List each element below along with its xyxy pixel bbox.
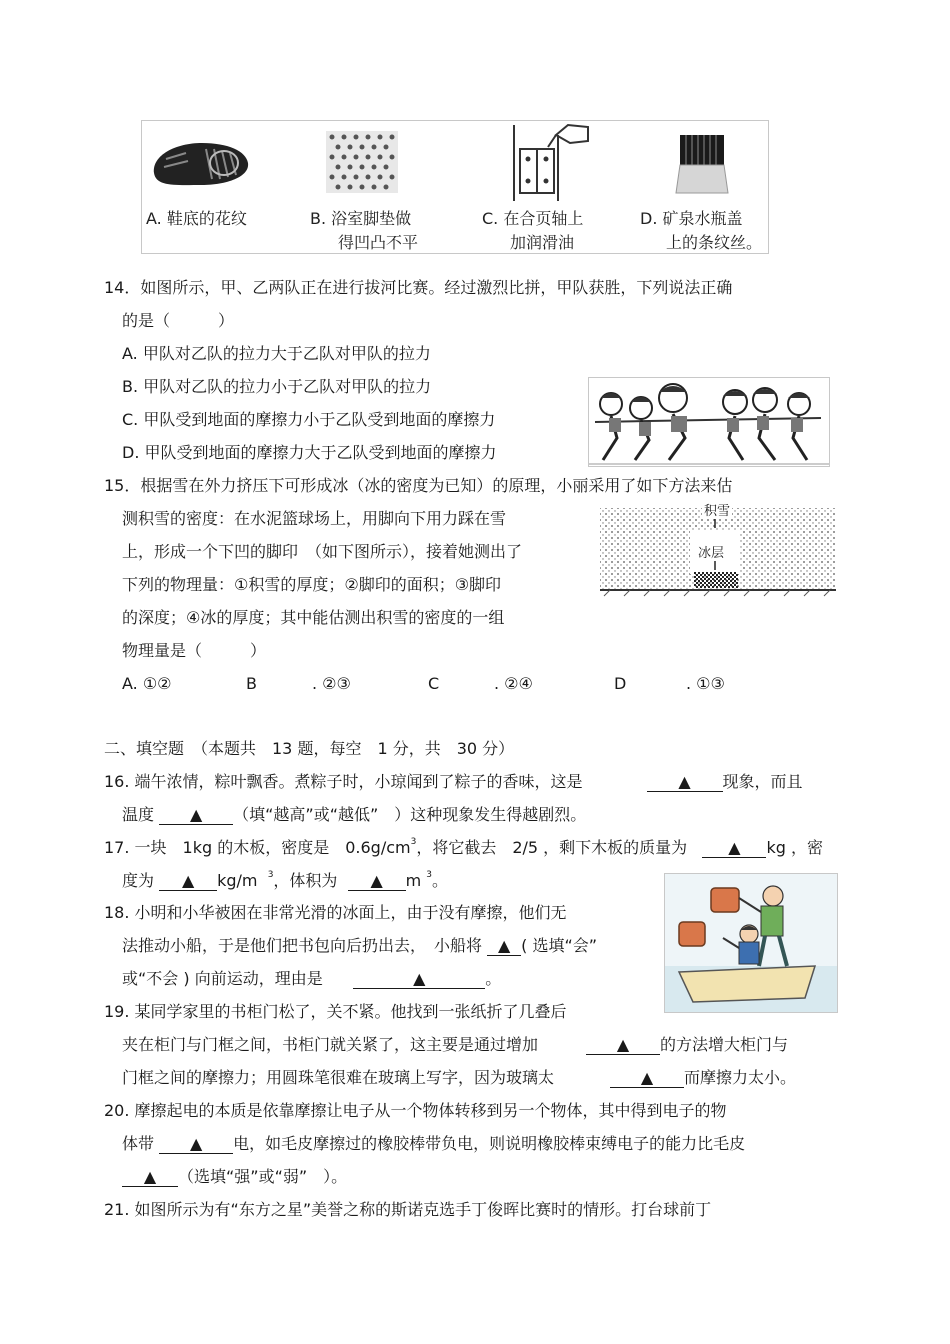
caption-d-line2: 上的条纹丝。 <box>666 233 763 252</box>
q15-line4: 下列的物理量：①积雪的厚度；②脚印的面积；③脚印 <box>122 575 502 594</box>
q14-line1: 14．如图所示，甲、乙两队正在进行拔河比赛。经过激烈比拼，甲队获胜，下列说法正确 <box>104 278 733 297</box>
caption-c-line2: 加润滑油 <box>510 233 575 252</box>
q17-blank1[interactable]: ▲ <box>702 839 766 858</box>
caption-b-line2: 得凹凸不平 <box>338 233 419 252</box>
q18-line1: 18. 小明和小华被困在非常光滑的冰面上，由于没有摩擦，他们无 <box>104 903 567 922</box>
q15-option-c: . ②④ <box>494 674 533 693</box>
q20-line3: ▲ （选填“强”或“弱” ）。 <box>122 1167 347 1187</box>
q16-line1: 16. 端午浓情，粽叶飘香。煮粽子时，小琼闻到了粽子的香味，这是 ▲ 现象，而且 <box>104 772 803 791</box>
q15-line3: 上，形成一个下凹的脚印 （如下图所示），接着她测出了 <box>122 542 523 561</box>
q19-line1: 19. 某同学家里的书柜门松了，关不紧。他找到一张纸折了几叠后 <box>104 1002 567 1021</box>
q16-blank2[interactable]: ▲ <box>159 806 233 825</box>
q18-blank2[interactable]: ▲ <box>353 970 485 989</box>
q20-line2: 体带 ▲ 电，如毛皮摩擦过的橡胶棒带负电，则说明橡胶棒束缚电子的能力比毛皮 <box>122 1134 746 1153</box>
q17-line2: 度为 ▲ kg/m $^3$，体积为 ▲ m $^3$。 <box>122 870 449 890</box>
q19-line2: 夹在柜门与门框之间，书柜门就关紧了，这主要是通过增加 ▲ 的方法增大柜门与 <box>122 1035 789 1054</box>
q14-option-c: C. 甲队受到地面的摩擦力小于乙队受到地面的摩擦力 <box>122 410 496 429</box>
q19-line3: 门框之间的摩擦力；用圆珠笔很难在玻璃上写字，因为玻璃太 ▲ 而摩擦力太小。 <box>122 1068 797 1087</box>
q15-option-a: A. ①② <box>122 674 172 693</box>
snow-label: 积雪 <box>702 500 732 519</box>
boat-figure <box>664 873 838 1013</box>
section2-title: 二、填空题 （本题共 13 题，每空 1 分，共 30 分） <box>104 739 515 758</box>
tug-of-war-figure <box>588 377 830 467</box>
caption-a: A. 鞋底的花纹 <box>146 209 247 228</box>
q15-line5: 的深度；④冰的厚度；其中能估测出积雪的密度的一组 <box>122 608 505 627</box>
q17-line1: 17. 一块 1kg 的木板，密度是 $0.6g/cm^3$，将它截去 2/5 ，剩下木板的质量为 ▲ kg ，密 <box>104 837 823 857</box>
q16-blank1[interactable]: ▲ <box>647 773 723 792</box>
ice-label: 冰层 <box>696 542 726 561</box>
shoe-sole-image <box>146 129 256 199</box>
caption-d-line1: D. 矿泉水瓶盖 <box>640 209 743 228</box>
q20-blank1[interactable]: ▲ <box>159 1135 233 1154</box>
tug-of-war-image <box>589 378 829 466</box>
snow-ice-figure <box>598 500 838 598</box>
q18-line3: 或“不会 ) 向前运动，理由是 ▲ 。 <box>122 969 502 988</box>
q14-option-d: D. 甲队受到地面的摩擦力大于乙队受到地面的摩擦力 <box>122 443 497 462</box>
hinge-oil-image <box>502 121 592 203</box>
q17-blank3[interactable]: ▲ <box>348 872 406 891</box>
q15-line1: 15．根据雪在外力挤压下可形成冰（冰的密度为已知）的原理，小丽采用了如下方法来估 <box>104 476 733 495</box>
boat-image <box>665 874 837 1012</box>
q17-blank2[interactable]: ▲ <box>159 872 217 891</box>
q18-line2: 法推动小船，于是他们把书包向后扔出去， 小船将 ▲ ( 选填“会” <box>122 936 598 955</box>
bottle-cap-image <box>672 133 732 195</box>
q14-option-a: A. 甲队对乙队的拉力大于乙队对甲队的拉力 <box>122 344 431 363</box>
q20-line1: 20. 摩擦起电的本质是依靠摩擦让电子从一个物体转移到另一个物体，其中得到电子的物 <box>104 1101 727 1120</box>
q20-blank2[interactable]: ▲ <box>122 1168 178 1187</box>
q19-blank2[interactable]: ▲ <box>610 1069 684 1088</box>
q15-option-d-letter: D <box>614 674 627 693</box>
q18-blank1[interactable]: ▲ <box>487 937 521 956</box>
bath-mat-image <box>322 127 402 197</box>
q15-option-d: . ①③ <box>686 674 725 693</box>
q15-option-b: . ②③ <box>312 674 351 693</box>
q15-option-c-letter: C <box>428 674 440 693</box>
q15-option-b-letter: B <box>246 674 257 693</box>
q14-line2: 的是（ ） <box>122 311 235 330</box>
q13-figure <box>141 120 769 254</box>
caption-b-line1: B. 浴室脚垫做 <box>310 209 412 228</box>
caption-c-line1: C. 在合页轴上 <box>482 209 584 228</box>
q21-line1: 21. 如图所示为有“东方之星”美誉之称的斯诺克选手丁俊晖比赛时的情形。打台球前丁 <box>104 1200 712 1219</box>
q15-line6: 物理量是（ ） <box>122 641 267 660</box>
q16-line2: 温度 ▲ （填“越高”或“越低” ）这种现象发生得越剧烈。 <box>122 805 587 824</box>
q14-option-b: B. 甲队对乙队的拉力小于乙队对甲队的拉力 <box>122 377 432 396</box>
q15-line2: 测积雪的密度：在水泥篮球场上，用脚向下用力踩在雪 <box>122 509 507 528</box>
q19-blank1[interactable]: ▲ <box>586 1036 660 1055</box>
